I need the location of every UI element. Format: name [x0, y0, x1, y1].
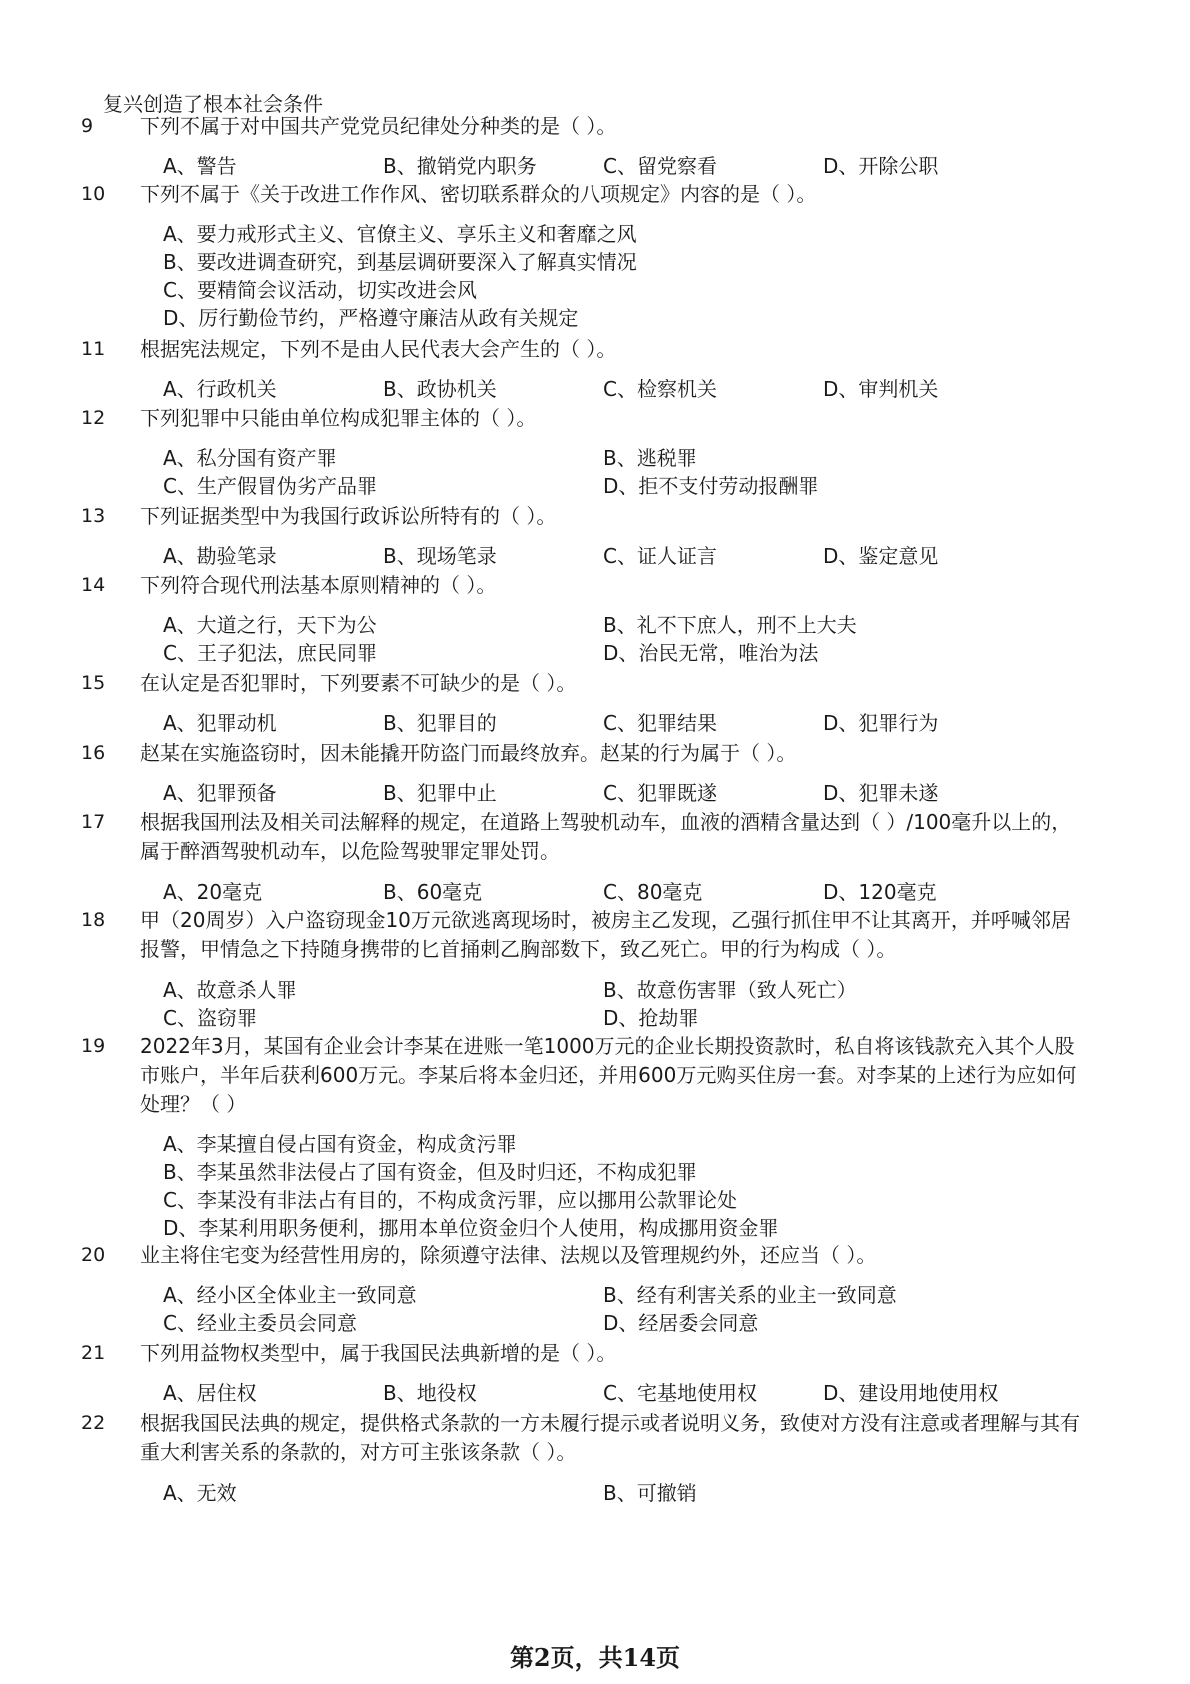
option-a: A、行政机关: [163, 377, 277, 401]
question-number: 20: [81, 1244, 106, 1266]
option-c: C、盗窃罪: [163, 1006, 257, 1030]
continuation-text: 复兴创造了根本社会条件: [103, 92, 323, 116]
option-b: B、故意伤害罪（致人死亡）: [603, 978, 857, 1002]
question-number: 18: [81, 909, 106, 931]
option-c: C、王子犯法，庶民同罪: [163, 641, 377, 665]
question-stem: 业主将住宅变为经营性用房的，除须遵守法律、法规以及管理规约外，还应当（ ）。: [140, 1243, 877, 1267]
option-c: C、证人证言: [603, 544, 717, 568]
option-a: A、私分国有资产罪: [163, 446, 337, 470]
option-b: B、政协机关: [383, 377, 497, 401]
question-number: 13: [81, 505, 106, 527]
question-number: 19: [81, 1035, 106, 1057]
question-stem: 根据我国民法典的规定，提供格式条款的一方未履行提示或者说明义务，致使对方没有注意或者理解与其有重大利害关系的条款的，对方可主张该条款（ ）。: [140, 1411, 1080, 1464]
option-c: C、宅基地使用权: [603, 1381, 757, 1405]
option-c: C、留党察看: [603, 154, 717, 178]
option-b: B、60毫克: [383, 880, 483, 904]
question-number: 11: [81, 338, 106, 360]
option-b: B、经有利害关系的业主一致同意: [603, 1283, 897, 1307]
question-stem: 下列犯罪中只能由单位构成犯罪主体的（ ）。: [140, 406, 537, 430]
option-b: B、礼不下庶人，刑不上大夫: [603, 613, 857, 637]
option-a: A、20毫克: [163, 880, 263, 904]
question-number: 16: [81, 742, 106, 764]
question-number: 21: [81, 1342, 106, 1364]
option-d: D、拒不支付劳动报酬罪: [603, 474, 819, 498]
option-c: C、检察机关: [603, 377, 717, 401]
option-a: A、居住权: [163, 1381, 257, 1405]
option-c: C、生产假冒伪劣产品罪: [163, 474, 377, 498]
question-stem: 赵某在实施盗窃时，因未能撬开防盗门而最终放弃。赵某的行为属于（ ）。: [140, 741, 797, 765]
option-d: D、建设用地使用权: [823, 1381, 999, 1405]
question-number: 9: [81, 115, 94, 137]
option-a: A、警告: [163, 154, 237, 178]
option-d: D、治民无常，唯治为法: [603, 641, 819, 665]
question-number: 17: [81, 811, 106, 833]
question-number: 14: [81, 574, 106, 596]
option-b: B、现场笔录: [383, 544, 497, 568]
option-a: A、李某擅自侵占国有资金，构成贪污罪: [163, 1132, 517, 1156]
question-number: 22: [81, 1412, 106, 1434]
option-d: D、抢劫罪: [603, 1006, 699, 1030]
option-c: C、要精简会议活动，切实改进会风: [163, 278, 477, 302]
question-number: 12: [81, 407, 106, 429]
option-d: D、开除公职: [823, 154, 939, 178]
question-stem: 甲（20周岁）入户盗窃现金10万元欲逃离现场时，被房主乙发现，乙强行抓住甲不让其离开，并呼喊邻居报警，甲情急之下持随身携带的匕首捅刺乙胸部数下，致乙死亡。甲的行为构成（ ）。: [140, 908, 1071, 961]
question-stem: 在认定是否犯罪时，下列要素不可缺少的是（ ）。: [140, 671, 577, 695]
option-c: C、犯罪既遂: [603, 781, 717, 805]
question-stem: 下列证据类型中为我国行政诉讼所特有的（ ）。: [140, 504, 557, 528]
question-stem: 下列不属于对中国共产党党员纪律处分种类的是（ ）。: [140, 114, 617, 138]
option-a: A、要力戒形式主义、官僚主义、享乐主义和奢靡之风: [163, 222, 637, 246]
question-stem: 下列用益物权类型中，属于我国民法典新增的是（ ）。: [140, 1341, 617, 1365]
option-d: D、120毫克: [823, 880, 937, 904]
question-number: 15: [81, 672, 106, 694]
option-c: C、犯罪结果: [603, 711, 717, 735]
option-a: A、无效: [163, 1481, 237, 1505]
option-a: A、犯罪预备: [163, 781, 277, 805]
question-number: 10: [81, 183, 106, 205]
page-number-footer: 第2页，共14页: [509, 1643, 681, 1672]
option-c: C、李某没有非法占有目的，不构成贪污罪，应以挪用公款罪论处: [163, 1188, 737, 1212]
option-d: D、犯罪未遂: [823, 781, 939, 805]
option-a: A、勘验笔录: [163, 544, 277, 568]
option-b: B、撤销党内职务: [383, 154, 537, 178]
option-d: D、厉行勤俭节约，严格遵守廉洁从政有关规定: [163, 306, 579, 330]
option-d: D、李某利用职务便利，挪用本单位资金归个人使用，构成挪用资金罪: [163, 1216, 779, 1240]
option-b: B、要改进调查研究，到基层调研要深入了解真实情况: [163, 250, 637, 274]
question-stem: 根据我国刑法及相关司法解释的规定，在道路上驾驶机动车，血液的酒精含量达到（ ）/100毫升以上的，属于醉酒驾驶机动车，以危险驾驶罪定罪处罚。: [140, 810, 1072, 863]
option-b: B、李某虽然非法侵占了国有资金，但及时归还，不构成犯罪: [163, 1160, 697, 1184]
option-b: B、犯罪目的: [383, 711, 497, 735]
option-b: B、犯罪中止: [383, 781, 497, 805]
question-stem: 下列不属于《关于改进工作作风、密切联系群众的八项规定》内容的是（ ）。: [140, 182, 817, 206]
option-b: B、地役权: [383, 1381, 477, 1405]
option-a: A、经小区全体业主一致同意: [163, 1283, 417, 1307]
option-a: A、故意杀人罪: [163, 978, 297, 1002]
option-b: B、逃税罪: [603, 446, 697, 470]
option-c: C、经业主委员会同意: [163, 1311, 357, 1335]
question-stem: 2022年3月，某国有企业会计李某在进账一笔1000万元的企业长期投资款时，私自将该钱款充入其个人股市账户，半年后获利600万元。李某后将本金归还，并用600万元购买住房一套。对李某的上述行为应如何处理？（ ）: [140, 1034, 1077, 1116]
question-stem: 下列符合现代刑法基本原则精神的（ ）。: [140, 573, 497, 597]
option-a: A、大道之行，天下为公: [163, 613, 377, 637]
option-d: D、鉴定意见: [823, 544, 939, 568]
option-b: B、可撤销: [603, 1481, 697, 1505]
option-d: D、经居委会同意: [603, 1311, 759, 1335]
option-d: D、审判机关: [823, 377, 939, 401]
option-d: D、犯罪行为: [823, 711, 939, 735]
option-c: C、80毫克: [603, 880, 703, 904]
option-a: A、犯罪动机: [163, 711, 277, 735]
question-stem: 根据宪法规定，下列不是由人民代表大会产生的（ ）。: [140, 337, 617, 361]
